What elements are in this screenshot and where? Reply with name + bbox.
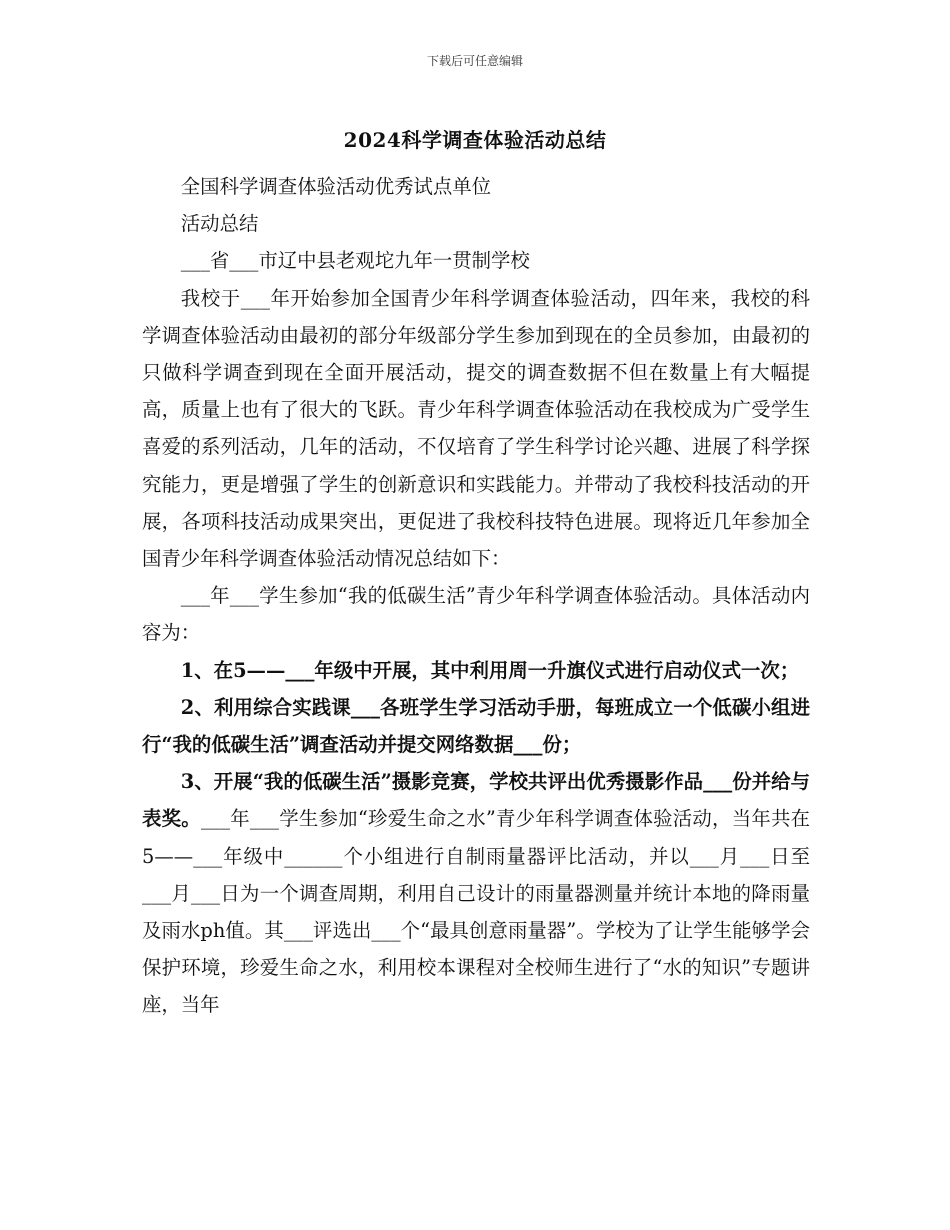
paragraph-intro: 我校于___年开始参加全国青少年科学调查体验活动，四年来，我校的科学调查体验活动由最初的部分年级部分学生参加到现在的全员参加，由最初的只做科学调查到现在全面开展活动，提交的调查数据不但在数量上有大幅提高，质量上也有了很大的飞跃。青少年科学调查体验活动在我校成为广受学生喜爱的系列活动，几年的活动，不仅培育了学生科学讨论兴趣、进展了科学探究能力，更是增强了学生的创新意识和实践能力。并带动了我校科技活动的开展，各项科技活动成果突出，更促进了我校科技特色进展。现将近几年参加全国青少年科学调查体验活动情况总结如下：: [142, 286, 810, 571]
paragraph-unit-honor: 全国科学调查体验活动优秀试点单位: [180, 175, 492, 198]
paragraph-low-carbon-intro: ___年___学生参加“我的低碳生活”青少年科学调查体验活动。具体活动内容为：: [142, 584, 810, 645]
document-body: [142, 168, 810, 1024]
paragraph-school-name: ___省___市辽中县老观坨九年一贯制学校: [180, 249, 530, 273]
document-title: 2024科学调查体验活动总结: [343, 128, 607, 152]
page-header-note: 下载后可任意编辑: [426, 54, 523, 68]
list-item-3-bold: 3、开展“我的低碳生活”摄影竞赛，学校共评出优秀摄影作品___份并给与表奖。: [142, 770, 810, 831]
list-item-3: [142, 763, 810, 1023]
list-item-1: 1、在5——___年级中开展，其中利用周一升旗仪式进行启动仪式一次；: [180, 658, 800, 682]
paragraph-summary-label: 活动总结: [180, 212, 259, 236]
list-item-3-continuation: ___年___学生参加“珍爱生命之水”青少年科学调查体验活动，当年共在5——___年级中______个小组进行自制雨量器评比活动，并以___月___日至___月___日为一个调查周期，利用自己设计的雨量器测量并统计本地的降雨量及雨水ph值。其___评选出___个“最具创意雨量器”。学校为了让学生能够学会保护环境，珍爱生命之水，利用校本课程对全校师生进行了“水的知识”专题讲座，当年: [142, 807, 811, 1017]
list-item-2: 2、利用综合实践课___各班学生学习活动手册，每班成立一个低碳小组进行“我的低碳生活”调查活动并提交网络数据___份；: [142, 695, 810, 757]
